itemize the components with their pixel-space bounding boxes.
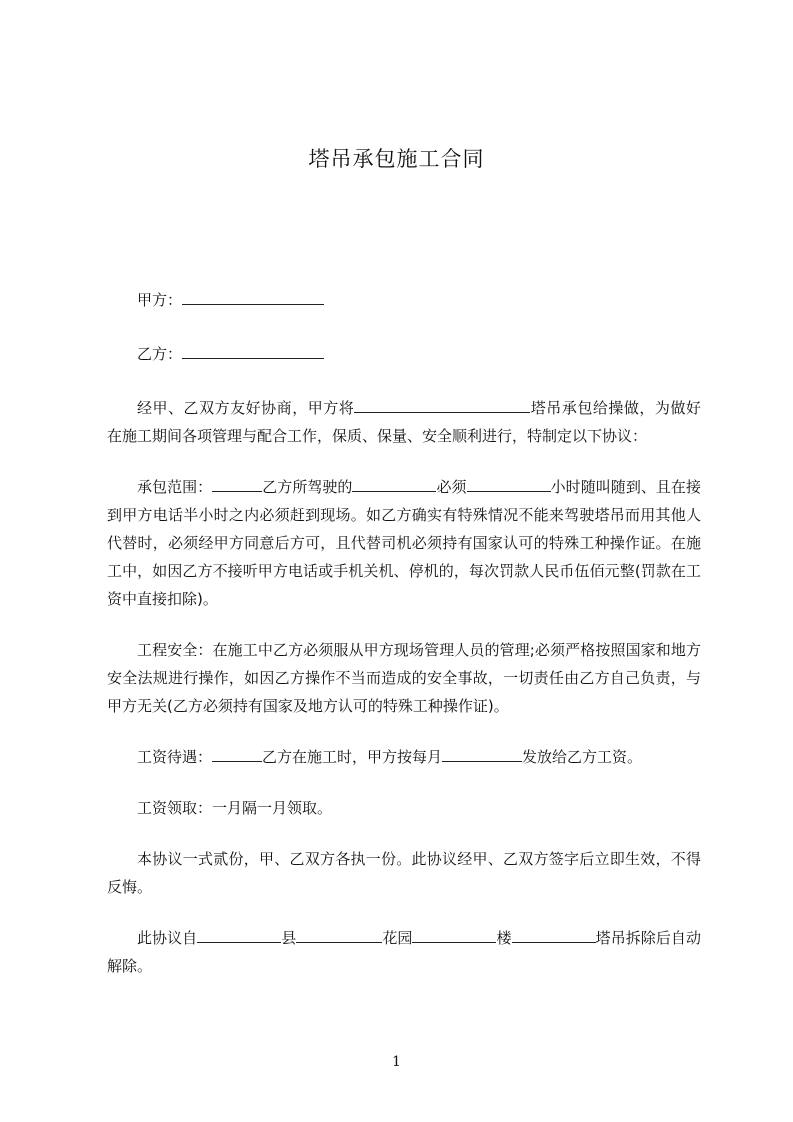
contract-body [107,286,701,980]
termination-text-2: 县 [281,929,297,947]
party-b-label: 乙方： [137,345,183,363]
wage-collection-paragraph: 工资领取：一月隔一月领取。 [137,799,333,817]
wage-text-1: 乙方在施工时，甲方按每月 [262,748,443,766]
intro-text-1: 经甲、乙双方友好协商，甲方将 [137,399,355,417]
termination-text-3: 花园 [382,929,413,947]
document-title: 塔吊承包施工合同 [308,147,485,171]
intro-paragraph [107,394,701,450]
termination-blank-2 [296,927,382,943]
party-a-label: 甲方： [137,291,183,309]
wage-blank-1 [212,746,262,762]
termination-blank-4 [512,927,596,943]
wage-text-2: 发放给乙方工资。 [522,748,643,766]
tower-crane-blank [354,397,530,413]
party-b-blank [182,343,324,359]
intro-text-2: 塔吊承包给操做，为做好在施工期间各项管理与配合工作，保质、保量、安全顺利进行，特制定以下协议： [107,399,701,445]
scope-blank-3 [467,476,551,492]
copies-paragraph: 本协议一式贰份，甲、乙双方各执一份。此协议经甲、乙双方签字后立即生效，不得反悔。 [107,850,701,896]
scope-blank-2 [352,476,436,492]
termination-paragraph [107,924,701,980]
scope-text-1: 乙方所驾驶的 [262,478,353,496]
page-number: 1 [392,1054,401,1070]
termination-text-4: 楼 [496,929,512,947]
termination-blank-3 [412,927,496,943]
party-b-line [107,340,701,368]
scope-text-3: 小时随叫随到、且在接到甲方电话半小时之内必须赶到现场。如乙方确实有特殊情况不能来驾驶塔吊而用其他人代替时，必须经甲方同意后方可，且代替司机必须持有国家认可的特殊工种操作证。在施工中，如因乙方不接听甲方电话或手机关机、停机的，每次罚款人民币伍佰元整(罚款在工资中直接扣除)。 [107,478,701,608]
wage-paragraph [107,743,701,771]
safety-paragraph: 工程安全：在施工中乙方必须服从甲方现场管理人员的管理;必须严格按照国家和地方安全法规进行操作，如因乙方操作不当而造成的安全事故，一切责任由乙方自己负责，与甲方无关(乙方必须持有国家及地方认可的特殊工种操作证)。 [107,641,701,715]
wage-label: 工资待遇： [137,748,213,766]
party-a-blank [182,289,324,305]
wage-blank-2 [442,746,522,762]
termination-text-1: 此协议自 [137,929,198,947]
scope-text-2: 必须 [436,478,467,496]
scope-blank-1 [212,476,262,492]
termination-text-5: 塔吊拆除后自动解除。 [107,929,701,975]
termination-blank-1 [197,927,281,943]
party-a-line [107,286,701,314]
scope-label: 承包范围： [137,478,213,496]
scope-paragraph [107,473,701,613]
